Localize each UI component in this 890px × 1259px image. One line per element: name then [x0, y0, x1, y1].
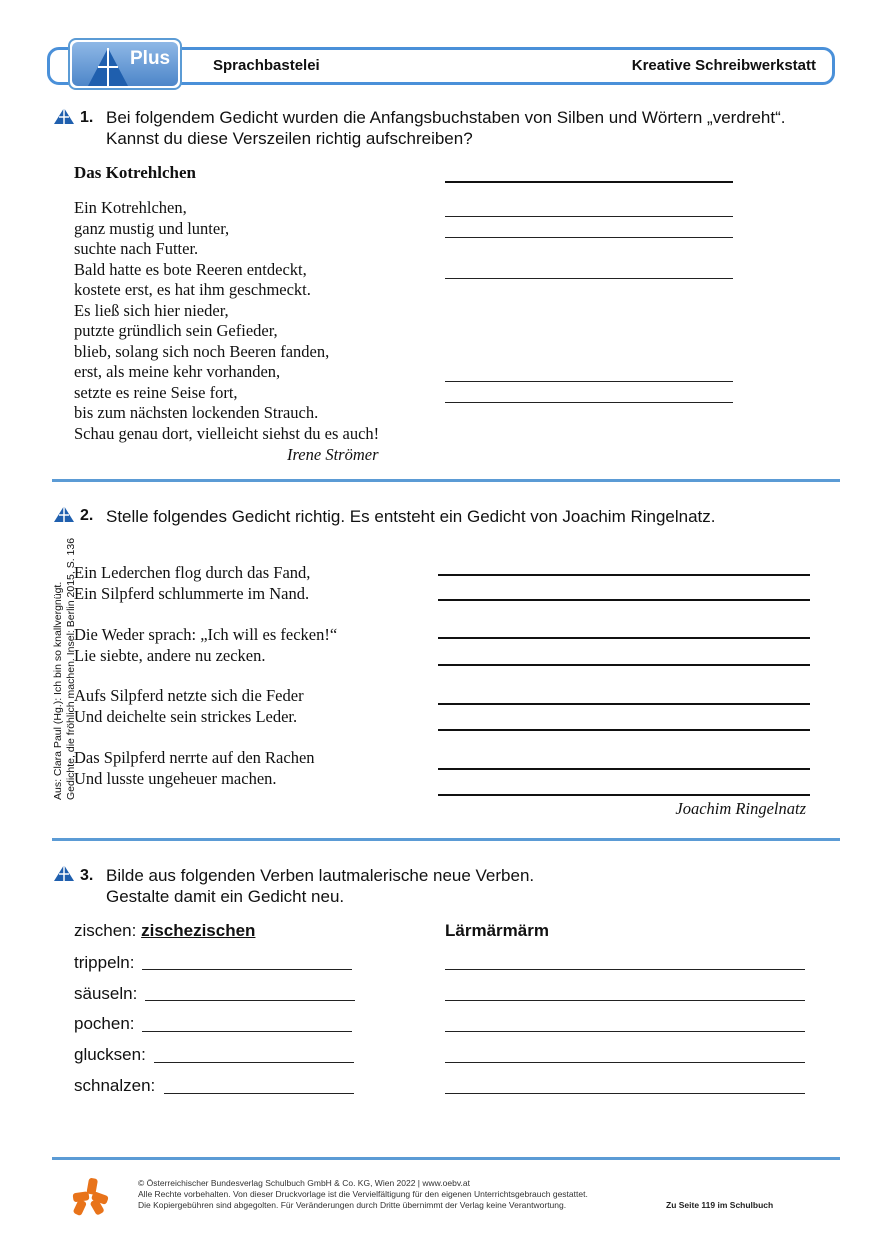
task2-stanza	[74, 685, 304, 727]
verb-label: pochen:	[74, 1014, 135, 1033]
task3-instruction-line2: Gestalte damit ein Gedicht neu.	[106, 887, 345, 906]
footer-page-ref: Zu Seite 119 im Schulbuch	[666, 1200, 774, 1210]
poem-line: Aufs Silpferd netzte sich die Feder	[74, 686, 304, 705]
answer-line[interactable]	[445, 381, 733, 382]
source-line: Gedichte, die fröhlich machen. Insel: Berlin 2015, S. 136	[64, 537, 77, 800]
verb-label: trippeln:	[74, 953, 135, 972]
poem-answer-line[interactable]	[445, 1093, 805, 1094]
poem-line: Lie siebte, andere nu zecken.	[74, 646, 266, 665]
poem-line: erst, als meine kehr vorhanden,	[74, 362, 281, 381]
poem-line: ganz mustig und lunter,	[74, 218, 230, 238]
pyramid-icon	[86, 46, 130, 88]
task1-instruction-line2: Kannst du diese Verszeilen richtig aufschreiben?	[106, 129, 473, 148]
poem-line: suchte nach Futter.	[74, 239, 199, 258]
answer-line[interactable]	[438, 664, 810, 666]
plus-logo	[68, 38, 182, 90]
oebv-logo-icon	[70, 1176, 110, 1216]
footer-separator	[52, 1157, 840, 1160]
poem-line: Und deichelte sein strickes Leder.	[74, 707, 298, 726]
difficulty-triangle-icon	[53, 107, 75, 125]
poem-line: Das Spilpferd nerrte auf den Rachen	[74, 748, 315, 767]
poem-line: Ein Lederchen flog durch das Fand,	[74, 563, 311, 582]
header-right-title: Kreative Schreibwerkstatt	[631, 57, 816, 74]
section-separator	[52, 838, 840, 841]
task3-number: 3.	[80, 867, 94, 884]
task2-author: Joachim Ringelnatz	[675, 799, 806, 818]
answer-line[interactable]	[445, 278, 733, 279]
poem-line: Es ließ sich hier nieder,	[74, 300, 229, 320]
answer-line[interactable]	[445, 237, 733, 238]
poem-answer-line[interactable]	[445, 1031, 805, 1032]
verb-label: glucksen:	[74, 1045, 146, 1064]
poem-line: Ein Silpferd schlummerte im Nand.	[74, 584, 310, 603]
task1-poem	[74, 198, 379, 444]
poem-line: Bald hatte es bote Reeren entdeckt,	[74, 259, 307, 279]
poem-answer-line[interactable]	[445, 969, 805, 970]
poem-answer-line[interactable]	[445, 1062, 805, 1063]
task2-stanza	[74, 747, 315, 789]
poem-line: Die Weder sprach: „Ich will es fecken!“	[74, 625, 338, 644]
example-answer: zischezischen	[141, 921, 256, 940]
footer-text	[138, 1178, 588, 1211]
poem-line: blieb, solang sich noch Beeren fanden,	[74, 341, 330, 361]
answer-line[interactable]	[438, 574, 810, 576]
task1-author: Irene Strömer	[287, 445, 379, 464]
source-line: Aus: Clara Paul (Hg.): Ich bin so knallvergnügt.	[52, 581, 64, 800]
answer-line[interactable]	[445, 181, 733, 183]
verb-label: zischen:	[74, 921, 137, 940]
answer-line[interactable]	[438, 599, 810, 601]
poem-line: Ein Kotrehlchen,	[74, 198, 187, 217]
task2-stanza	[74, 624, 337, 666]
poem-line: setzte es reine Seise fort,	[74, 382, 238, 402]
answer-line[interactable]	[445, 402, 733, 403]
poem-line: kostete erst, es hat ihm geschmeckt.	[74, 280, 311, 299]
footer-fees: Die Kopiergebühren sind abgegolten. Für Veränderungen durch Dritte übernimmt der Verlag keine Verantwortung.	[138, 1200, 567, 1210]
task1-poem-title: Das Kotrehlchen	[74, 163, 196, 182]
verb-answer-line[interactable]	[164, 1093, 354, 1094]
poem-line: putzte gründlich sein Gefieder,	[74, 321, 278, 340]
task1-number: 1.	[80, 109, 94, 126]
task2-instruction: Stelle folgendes Gedicht richtig. Es entsteht ein Gedicht von Joachim Ringelnatz.	[106, 507, 716, 526]
logo-text: Plus	[130, 48, 171, 69]
footer-rights: Alle Rechte vorbehalten. Von dieser Druckvorlage ist die Vervielfältigung für den eigenen Unterrichtsgebrauch gestattet.	[138, 1189, 588, 1199]
verb-answer-line[interactable]	[142, 969, 352, 970]
footer-copyright: © Österreichischer Bundesverlag Schulbuch GmbH & Co. KG, Wien 2022 | www.oebv.at	[138, 1178, 470, 1188]
example-verb-row	[74, 921, 255, 941]
verb-label: säuseln:	[74, 984, 138, 1003]
section-separator	[52, 479, 840, 482]
task3-instruction-line1: Bilde aus folgenden Verben lautmalerische neue Verben.	[106, 866, 535, 885]
verb-answer-line[interactable]	[142, 1031, 352, 1032]
task2-stanza	[74, 562, 310, 604]
poem-line: bis zum nächsten lockenden Strauch.	[74, 403, 319, 422]
answer-line[interactable]	[438, 729, 810, 731]
answer-line[interactable]	[445, 216, 733, 217]
verb-answer-line[interactable]	[154, 1062, 354, 1063]
task2-number: 2.	[80, 507, 94, 524]
difficulty-triangle-icon	[53, 505, 75, 523]
poem-line: Und lusste ungeheuer machen.	[74, 769, 277, 788]
answer-line[interactable]	[438, 768, 810, 770]
answer-line[interactable]	[438, 703, 810, 705]
header-left-title: Sprachbastelei	[213, 57, 320, 74]
poem-answer-line[interactable]	[445, 1000, 805, 1001]
verb-answer-line[interactable]	[145, 1000, 355, 1001]
answer-line[interactable]	[438, 637, 810, 639]
poem-line: Schau genau dort, vielleicht siehst du es auch!	[74, 423, 380, 443]
answer-line[interactable]	[438, 794, 810, 796]
task1-instruction-line1: Bei folgendem Gedicht wurden die Anfangsbuchstaben von Silben und Wörtern „verdreht“.	[106, 108, 786, 127]
task3-poem-title: Lärmärmärm	[445, 921, 549, 940]
verb-label: schnalzen:	[74, 1076, 156, 1095]
difficulty-triangle-icon	[53, 864, 75, 882]
